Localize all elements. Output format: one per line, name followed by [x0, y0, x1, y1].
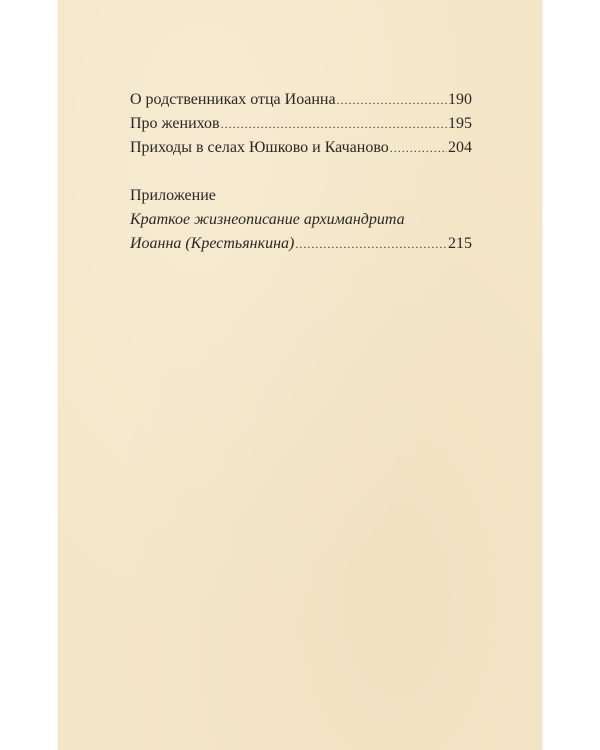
dot-leader: [221, 112, 447, 136]
appendix-entry: [130, 232, 472, 256]
table-of-contents: [130, 88, 472, 256]
appendix-entry-title-line2: Иоанна (Крестьянкина): [130, 235, 295, 252]
appendix-entry-page: 215: [448, 235, 472, 252]
toc-entry: [130, 88, 472, 112]
toc-entry-title: О родственниках отца Иоанна: [130, 91, 336, 108]
toc-entry-page: 190: [448, 91, 472, 108]
toc-entry-title: Приходы в селах Юшково и Качаново: [130, 139, 389, 156]
toc-entry: [130, 112, 472, 136]
dot-leader: [295, 232, 447, 256]
section-gap: [130, 160, 472, 184]
dot-leader: [390, 136, 447, 160]
dot-leader: [337, 88, 447, 112]
toc-entry-page: 204: [448, 139, 472, 156]
appendix-entry-title-line1: Краткое жизнеописание архимандрита: [130, 211, 405, 228]
appendix-entry-line1: [130, 208, 472, 232]
appendix-heading: Приложение: [130, 187, 216, 204]
toc-entry-title: Про женихов: [130, 115, 220, 132]
book-page: [58, 0, 542, 750]
toc-entry-page: 195: [448, 115, 472, 132]
toc-entry: [130, 136, 472, 160]
